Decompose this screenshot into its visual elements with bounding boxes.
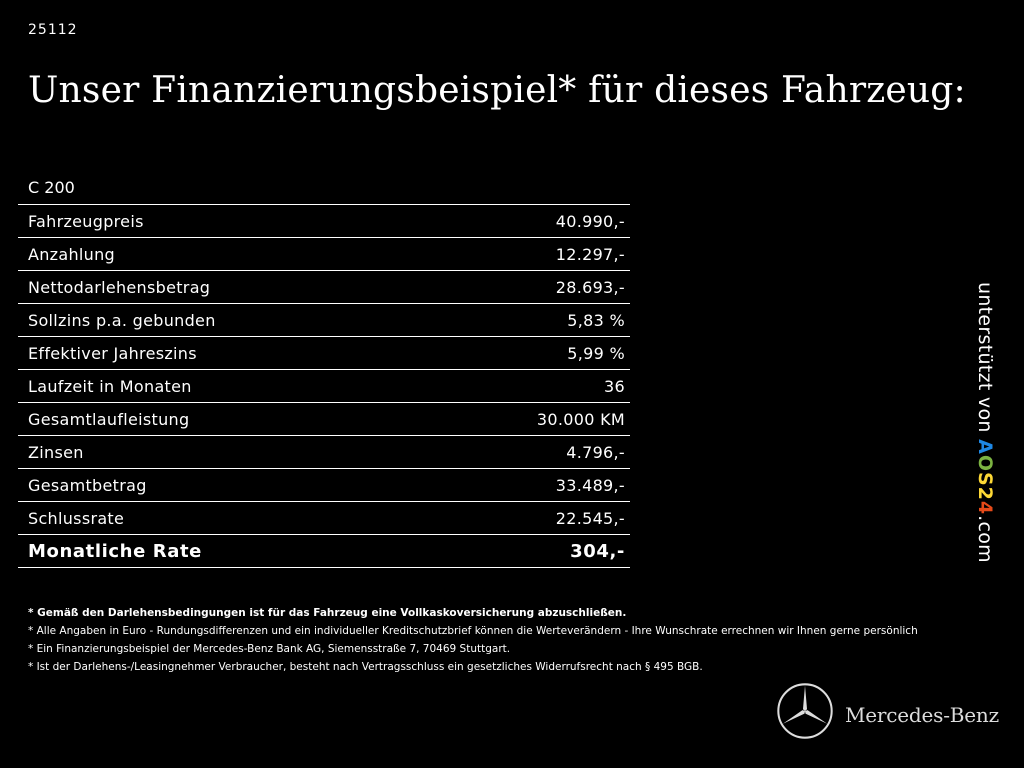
table-row xyxy=(18,238,630,271)
mercedes-star-icon xyxy=(776,682,834,740)
footnotes xyxy=(28,604,1008,676)
sponsor-text xyxy=(974,282,996,563)
row-label: Monatliche Rate xyxy=(28,540,202,562)
table-row xyxy=(18,304,630,337)
monthly-rate-row xyxy=(18,535,630,568)
row-label: Effektiver Jahreszins xyxy=(28,343,197,363)
table-row xyxy=(18,337,630,370)
table-row xyxy=(18,271,630,304)
table-row xyxy=(18,436,630,469)
row-label: Nettodarlehensbetrag xyxy=(28,277,211,297)
row-label: Laufzeit in Monaten xyxy=(28,376,192,396)
footnote: * Ist der Darlehens-/Leasingnehmer Verbraucher, besteht nach Vertragsschluss ein gesetzliches Widerrufsrecht nach § 495 BGB. xyxy=(28,661,703,673)
row-label: Sollzins p.a. gebunden xyxy=(28,310,216,330)
page-title: Unser Finanzierungsbeispiel* für dieses Fahrzeug: xyxy=(28,70,966,111)
table-row xyxy=(18,469,630,502)
row-label: Fahrzeugpreis xyxy=(28,211,144,231)
aos-letter: S xyxy=(974,471,996,487)
row-label: Anzahlung xyxy=(28,244,116,264)
row-value: 36 xyxy=(604,376,625,396)
row-value: 22.545,- xyxy=(555,508,625,528)
aos-letter: 2 xyxy=(974,486,996,501)
row-label: Zinsen xyxy=(28,442,84,462)
reference-number: 25112 xyxy=(28,22,78,38)
row-label: Schlussrate xyxy=(28,508,125,528)
table-row xyxy=(18,370,630,403)
aos-letter: O xyxy=(974,454,996,472)
finance-table xyxy=(18,204,630,568)
table-row xyxy=(18,403,630,436)
row-value: 5,99 % xyxy=(567,343,625,363)
row-value: 33.489,- xyxy=(555,475,625,495)
row-value: 28.693,- xyxy=(555,277,625,297)
row-value: 5,83 % xyxy=(567,310,625,330)
model-name: C 200 xyxy=(28,178,75,197)
footnote: * Ein Finanzierungsbeispiel der Mercedes-Benz Bank AG, Siemensstraße 7, 70469 Stuttgart. xyxy=(28,643,511,655)
row-label: Gesamtlaufleistung xyxy=(28,409,190,429)
row-value: 4.796,- xyxy=(566,442,625,462)
aos24-sponsor xyxy=(974,282,1004,572)
sponsor-prefix: unterstützt von xyxy=(974,282,996,440)
footnote: * Gemäß den Darlehensbedingungen ist für das Fahrzeug eine Vollkaskoversicherung abzuschließen. xyxy=(28,607,627,619)
brand-name: Mercedes-Benz xyxy=(845,703,999,727)
row-value: 30.000 KM xyxy=(536,409,625,429)
footnote: * Alle Angaben in Euro - Rundungsdifferenzen und ein individueller Kreditschutzbrief können die Werteverändern - Ihre Wunschrate errechnen wir Ihnen gerne persönlich xyxy=(28,625,918,637)
aos-letter: A xyxy=(974,439,996,455)
aos-letter: 4 xyxy=(974,500,996,516)
row-label: Gesamtbetrag xyxy=(28,475,147,495)
table-row xyxy=(18,205,630,238)
sponsor-suffix: .com xyxy=(974,515,996,563)
table-row xyxy=(18,502,630,535)
aos-logo-text xyxy=(974,439,996,515)
row-value: 304,- xyxy=(570,540,625,562)
row-value: 12.297,- xyxy=(555,244,625,264)
row-value: 40.990,- xyxy=(555,211,625,231)
